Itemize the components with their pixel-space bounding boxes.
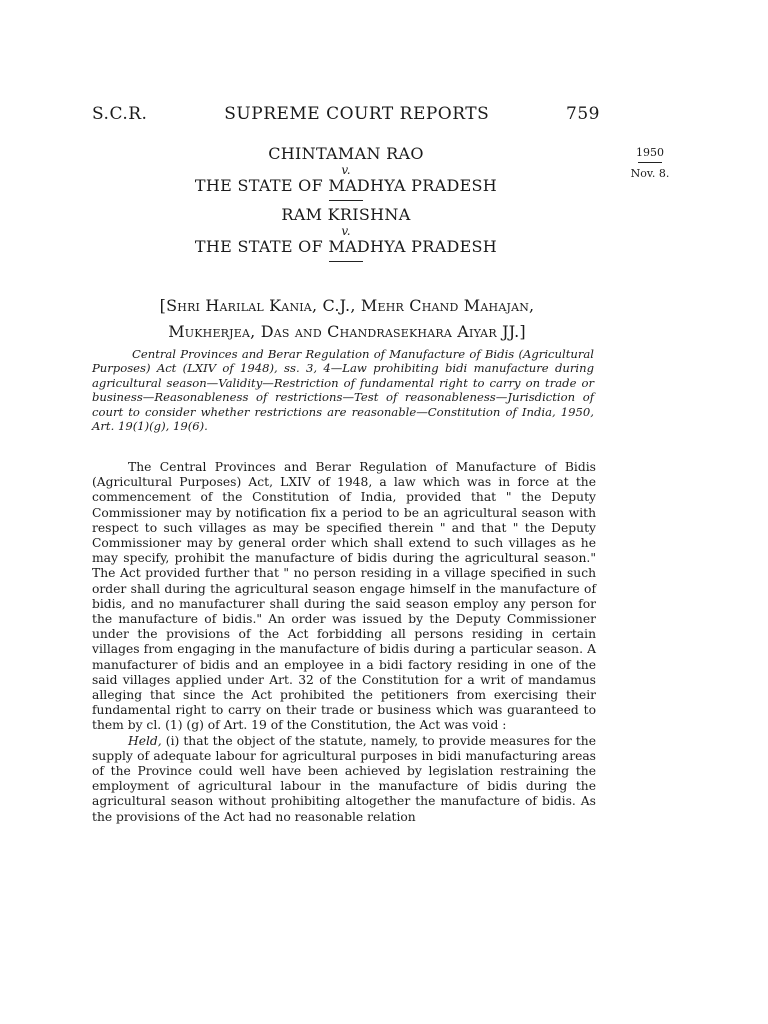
held-text: (i) that the object of the statute, namely, to provide measures for the supply of adequate labour for agricultural purposes in bidi manufacturing areas of the Province could well have been achieved by legislation restraining the employment of agricultural labour in the manufacture of bidis during the agricultural season without prohibiting altogether the manufacture of bidis. As the provisions of the Act had no reasonable relation bbox=[92, 733, 596, 824]
case-titles bbox=[92, 144, 600, 266]
case1-respondent: THE STATE OF MADHYA PRADESH bbox=[194, 176, 498, 195]
case1-petitioner: CHINTAMAN RAO bbox=[268, 144, 424, 163]
bench-line-2: Mukherjea, Das and Chandrasekhara Aiyar JJ.] bbox=[168, 322, 526, 341]
margin-year: 1950 bbox=[636, 146, 664, 159]
case2-petitioner: RAM KRISHNA bbox=[281, 205, 411, 224]
judgment-summary bbox=[92, 460, 596, 825]
title-divider bbox=[329, 200, 363, 201]
reporter-title: SUPREME COURT REPORTS bbox=[224, 104, 490, 124]
bench-composition bbox=[92, 293, 602, 345]
margin-date: Nov. 8. bbox=[630, 167, 670, 181]
margin-divider bbox=[638, 162, 662, 163]
case1-versus: v. bbox=[341, 163, 351, 177]
running-head bbox=[92, 104, 600, 124]
summary-paragraph-2 bbox=[92, 734, 596, 825]
title-divider bbox=[329, 261, 363, 262]
reporter-abbreviation: S.C.R. bbox=[92, 104, 148, 124]
margin-date-note bbox=[622, 146, 678, 182]
headnote-catchwords: Central Provinces and Berar Regulation of Manufacture of Bidis (Agricultural Purposes) Act (LXIV of 1948), ss. 3, 4—Law prohibiting bidi manufacture during agricultural season—Validity—Restriction of fundamental right to carry on trade or business—Reasonableness of restrictions—Test of reasonableness—Jurisdiction of court to consider whether restrictions are reasonable—Constitution of India, 1950, Art. 19(1)(g), 19(6). bbox=[92, 347, 594, 434]
bench-line-1: [Shri Harilal Kania, C.J., Mehr Chand Mahajan, bbox=[159, 296, 535, 315]
page-number: 759 bbox=[566, 104, 600, 124]
summary-paragraph-1: The Central Provinces and Berar Regulation of Manufacture of Bidis (Agricultural Purposes) Act, LXIV of 1948, a law which was in force at the commencement of the Constitution of India, provided that " the Deputy Commissioner may by notification fix a period to be an agricultural season with respect to such villages as may be specified therein " and that " the Deputy Commissioner may by general order which shall extend to such villages as he may specify, prohibit the manufacture of bidis during the agricultural season." The Act provided further that " no person residing in a village specified in such order shall during the agricultural season engage himself in the manufacture of bidis, and no manufacturer shall during the said season employ any person for the manufacture of bidis." An order was issued by the Deputy Commissioner under the provisions of the Act forbidding all persons residing in certain villages from engaging in the manufacture of bidis during a particular season. A manufacturer of bidis and an employee in a bidi factory residing in one of the said villages applied under Art. 32 of the Constitution for a writ of mandamus alleging that since the Act prohibited the petitioners from exercising their fundamental right to carry on their trade or business which was guaranteed to them by cl. (1) (g) of Art. 19 of the Constitution, the Act was void : bbox=[92, 460, 596, 733]
case2-versus: v. bbox=[341, 224, 351, 238]
case2-respondent: THE STATE OF MADHYA PRADESH bbox=[194, 237, 498, 256]
held-label: Held, bbox=[128, 733, 162, 748]
